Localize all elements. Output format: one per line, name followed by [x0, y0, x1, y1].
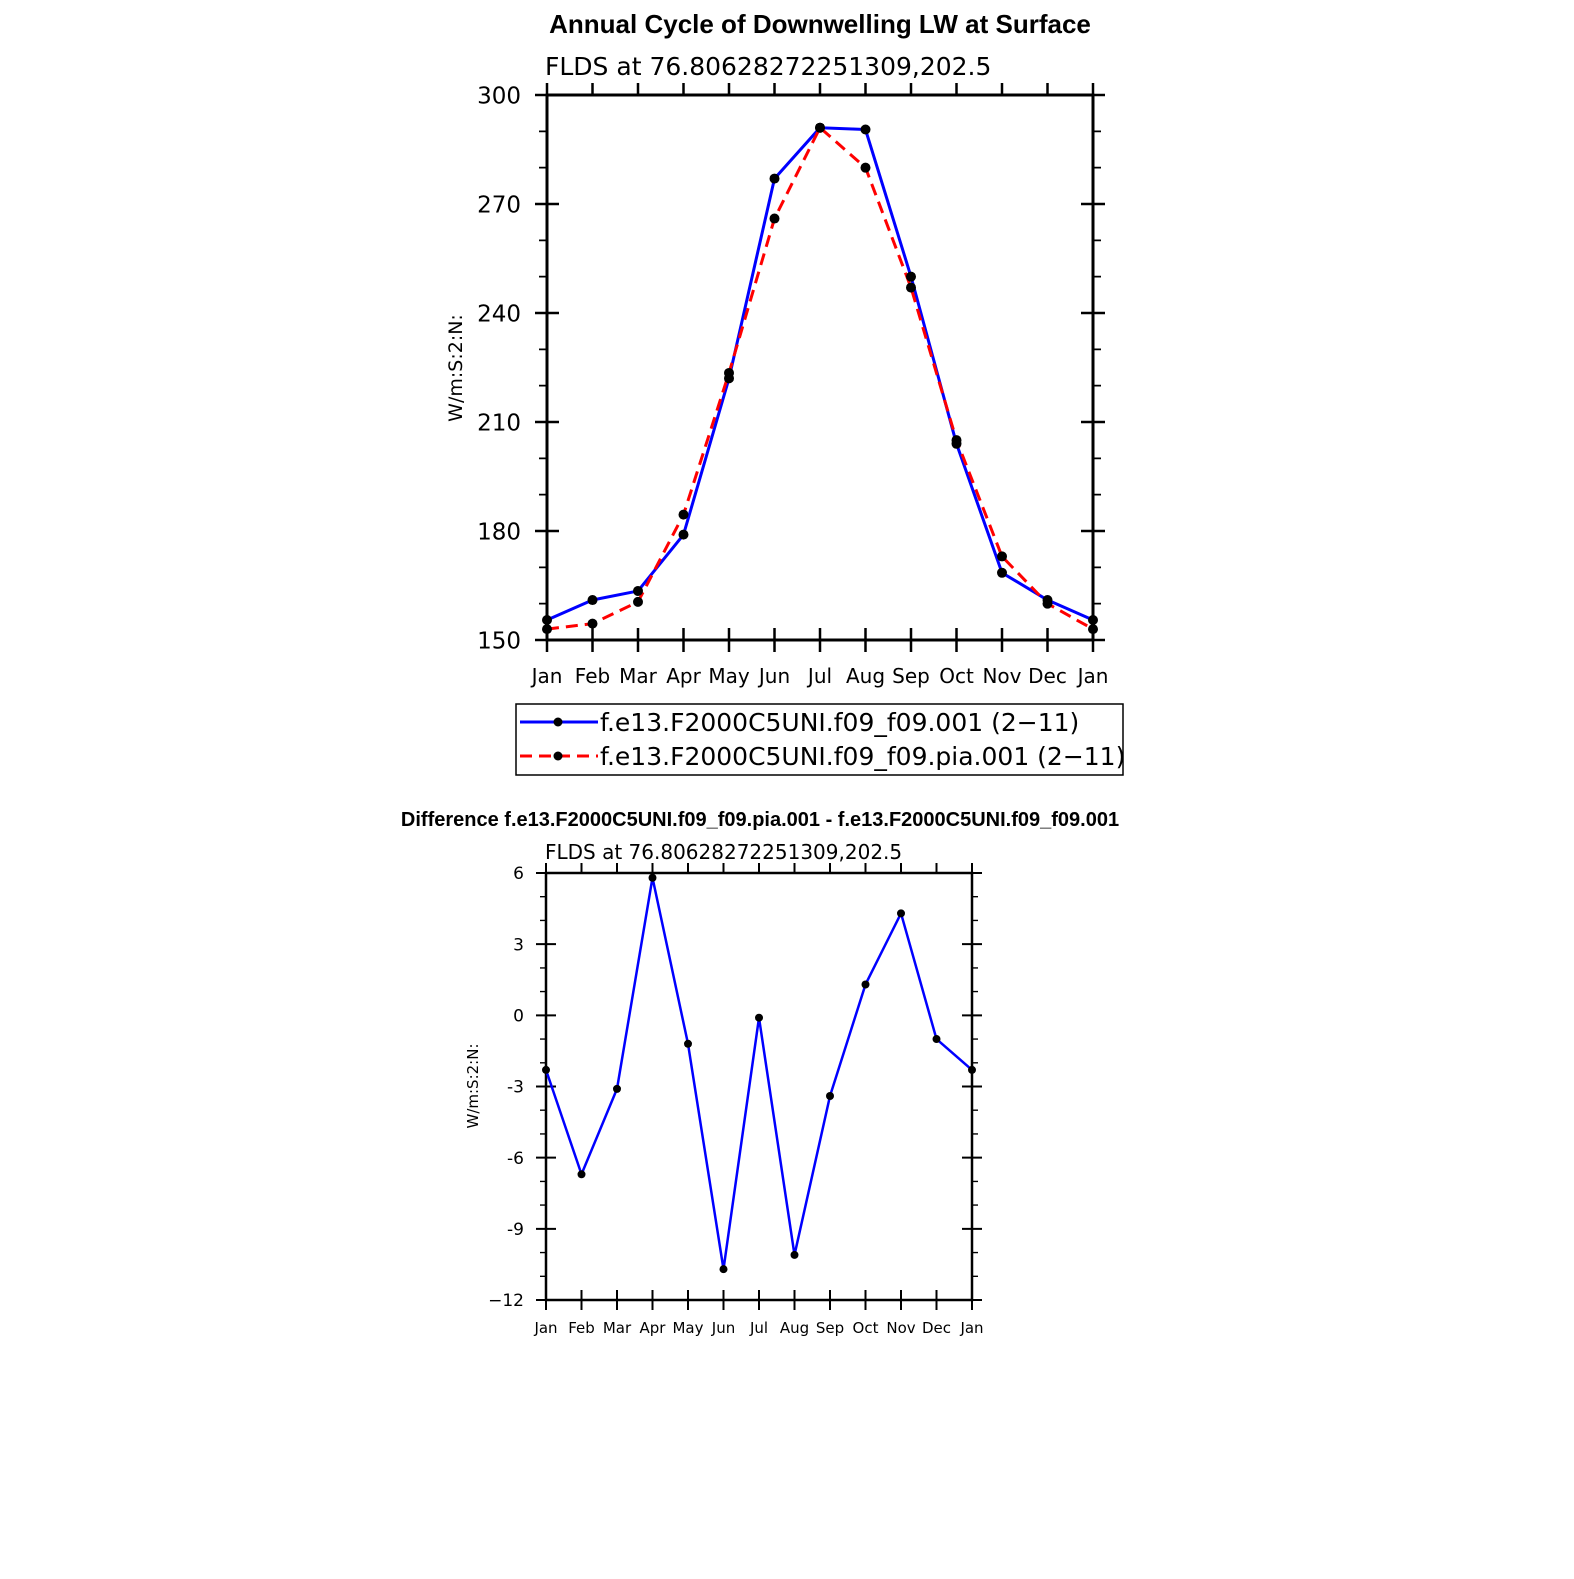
- top-chart-x-tick-label: Dec: [1028, 664, 1067, 688]
- bottom-chart-x-tick-label: Oct: [852, 1319, 879, 1337]
- top-chart-series-2-point: [815, 123, 825, 133]
- top-chart-series-2-point: [588, 619, 598, 629]
- bottom-chart-y-tick-label: 0: [513, 1006, 524, 1027]
- bottom-chart-series-1-point: [933, 1035, 941, 1043]
- top-chart-series-1-point: [633, 586, 643, 596]
- top-chart-title: Annual Cycle of Downwelling LW at Surface: [549, 9, 1091, 39]
- bottom-chart-x-tick-label: Jan: [960, 1319, 984, 1337]
- top-chart-series-1-point: [770, 174, 780, 184]
- top-chart-y-tick-label: 150: [477, 628, 521, 655]
- top-chart-series-2-point: [542, 624, 552, 634]
- bottom-chart-series-1-point: [684, 1040, 692, 1048]
- bottom-chart-x-tick-label: Nov: [886, 1319, 916, 1337]
- top-chart-x-tick-label: Jan: [531, 664, 563, 688]
- bottom-chart-series-1-point: [578, 1170, 586, 1178]
- bottom-chart-series-1-point: [542, 1066, 550, 1074]
- top-chart-series-2-point: [952, 435, 962, 445]
- top-chart-series-1-point: [861, 125, 871, 135]
- top-chart-series-2-point: [724, 368, 734, 378]
- top-chart-x-tick-label: Apr: [666, 664, 701, 688]
- top-chart-y-tick-label: 210: [477, 410, 521, 437]
- top-chart-series-1-point: [906, 272, 916, 282]
- top-chart-series-2-point: [1043, 599, 1053, 609]
- bottom-chart-y-tick-label: 3: [513, 935, 524, 956]
- top-chart-series-1-point: [1088, 615, 1098, 625]
- bottom-chart-x-tick-label: Mar: [602, 1319, 632, 1337]
- bottom-chart-ylabel: W/m:S:2:N:: [464, 1043, 482, 1129]
- top-chart-y-tick-label: 240: [477, 301, 521, 328]
- top-chart-series-1-point: [997, 568, 1007, 578]
- top-chart-x-tick-label: Feb: [574, 664, 611, 688]
- top-chart-series-2-point: [861, 163, 871, 173]
- bottom-chart-y-tick-label: −12: [488, 1291, 524, 1312]
- top-chart-series-2-point: [997, 551, 1007, 561]
- bottom-chart-series-1-point: [613, 1085, 621, 1093]
- top-chart-y-tick-label: 180: [477, 519, 521, 546]
- legend-label-series-2: f.e13.F2000C5UNI.f09_f09.pia.001 (2−11): [600, 742, 1126, 771]
- bottom-chart-series-1-point: [649, 874, 657, 882]
- bottom-chart-title: Difference f.e13.F2000C5UNI.f09_f09.pia.001 - f.e13.F2000C5UNI.f09_f09.001: [400, 809, 1120, 831]
- top-chart-series-1-point: [542, 615, 552, 625]
- bottom-chart-series-1-point: [968, 1066, 976, 1074]
- top-chart-series-2-point: [906, 283, 916, 293]
- top-chart-x-tick-label: May: [708, 664, 750, 688]
- bottom-chart-x-tick-label: Aug: [779, 1319, 810, 1337]
- top-chart-ylabel: W/m:S:2:N:: [445, 314, 467, 422]
- bottom-chart-subtitle: FLDS at 76.80628272251309,202.5: [545, 840, 903, 864]
- bottom-chart-y-tick-label: -3: [507, 1077, 524, 1098]
- bottom-chart-x-tick-label: Dec: [921, 1319, 952, 1337]
- bottom-chart-series-1-point: [791, 1251, 799, 1259]
- top-chart-series-2-point: [633, 597, 643, 607]
- bottom-chart-x-tick-label: Jul: [749, 1319, 769, 1337]
- legend-entry-series-1: [520, 708, 1079, 737]
- bottom-chart-series-1-point: [720, 1265, 728, 1273]
- top-chart-series-2-point: [1088, 624, 1098, 634]
- bottom-chart-x-tick-label: Apr: [639, 1319, 666, 1337]
- bottom-chart-x-tick-label: Feb: [568, 1319, 595, 1337]
- bottom-chart-series-1-point: [826, 1092, 834, 1100]
- legend-label-series-1: f.e13.F2000C5UNI.f09_f09.001 (2−11): [600, 708, 1080, 737]
- top-chart-x-tick-label: Jun: [758, 664, 791, 688]
- bottom-chart-x-tick-label: May: [672, 1319, 704, 1337]
- bottom-chart-x-tick-label: Jan: [534, 1319, 558, 1337]
- legend-entry-series-2: [520, 742, 1125, 771]
- top-chart-x-tick-label: Oct: [939, 664, 974, 688]
- top-chart-series-1-point: [679, 530, 689, 540]
- bottom-chart-series-1-point: [862, 980, 870, 988]
- bottom-chart-series-1-point: [897, 909, 905, 917]
- top-chart-x-tick-label: Aug: [845, 664, 886, 688]
- bottom-chart-x-tick-label: Jun: [711, 1319, 736, 1337]
- top-chart-x-tick-label: Jul: [807, 664, 833, 688]
- top-chart-series-2-point: [679, 510, 689, 520]
- top-chart-series-2-point: [770, 214, 780, 224]
- top-chart-x-tick-label: Mar: [619, 664, 657, 688]
- top-chart-y-tick-label: 270: [477, 192, 521, 219]
- bottom-chart-series-1-point: [755, 1014, 763, 1022]
- bottom-chart-x-tick-label: Sep: [815, 1319, 845, 1337]
- top-chart-subtitle: FLDS at 76.80628272251309,202.5: [545, 52, 992, 81]
- top-chart-x-tick-label: Jan: [1077, 664, 1109, 688]
- bottom-chart-y-tick-label: 6: [513, 864, 524, 885]
- bottom-chart-y-tick-label: -6: [507, 1148, 524, 1169]
- bottom-chart-y-tick-label: -9: [507, 1219, 524, 1240]
- top-chart-y-tick-label: 300: [477, 83, 521, 110]
- top-chart-series-1-point: [588, 595, 598, 605]
- top-chart-x-tick-label: Nov: [982, 664, 1022, 688]
- top-chart-x-tick-label: Sep: [892, 664, 930, 688]
